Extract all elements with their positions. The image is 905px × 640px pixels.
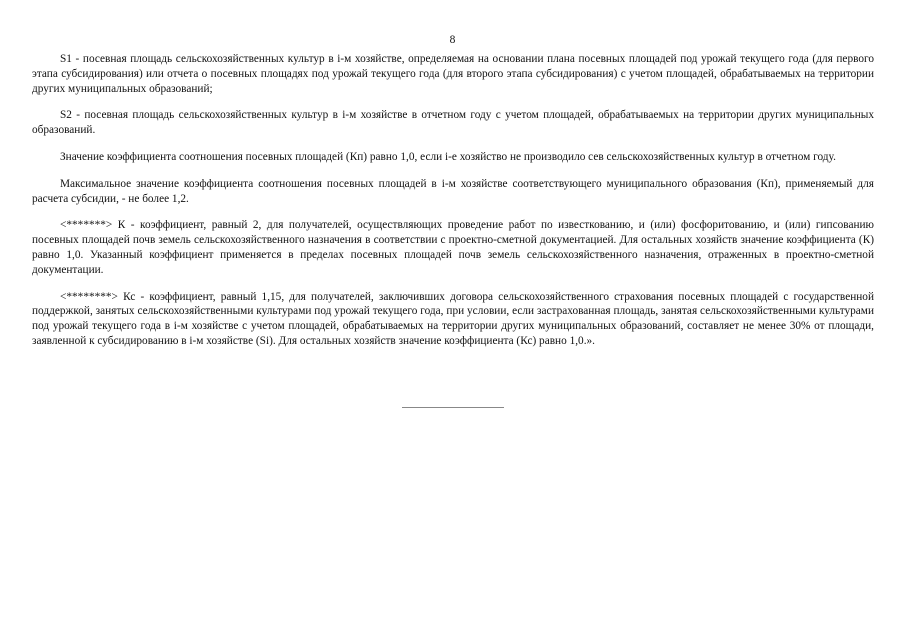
footnote-kc-coefficient: <********> Кс - коэффициент, равный 1,15, для получателей, заключивших договора сельскохозяйственного страхования посевных площадей с государственной поддержкой, занятых сельскохозяйственными культурами под урожай текущего года, при условии, если застрахованная площадь, занятая сельскохозяйственными культурами под урожай текущего года в i-м хозяйстве с учетом площадей, обрабатываемых на территории других муниципальных образований, составляет не менее 30% от площади, заявленной к субсидированию в i-м хозяйстве (Si). Для остальных хозяйств значение коэффициента (Кс) равно 1,0.». — [32, 290, 874, 347]
footnote-k-coefficient: <*******> К - коэффициент, равный 2, для получателей, осуществляющих проведение работ по известкованию, и (или) фосфоритованию, и (или) гипсованию посевных площадей почв земель сельскохозяйственного назначения в соответствии с проектно-сметной документацией. Для остальных хозяйств значение коэффициента (К) равно 1,0. Указанный коэффициент применяется в пределах посевных площадей почв земель сельскохозяйственного назначения, отраженных в проектно-сметной документации. — [32, 219, 874, 276]
paragraph-s2-definition: S2 - посевная площадь сельскохозяйственных культур в i-м хозяйстве в отчетном году с учетом площадей, обрабатываемых на территории других муниципальных образований. — [32, 109, 874, 137]
page-number: 8 — [449, 34, 456, 46]
end-divider-line — [402, 407, 504, 408]
paragraph-kp-maximum: Максимальное значение коэффициента соотношения посевных площадей в i-м хозяйстве соответствующего муниципального образования (Кп), применяемый для расчета субсидии, - не более 1,2. — [32, 177, 874, 205]
document-body — [32, 52, 874, 361]
paragraph-kp-value: Значение коэффициента соотношения посевных площадей (Кп) равно 1,0, если i-е хозяйство не производило сев сельскохозяйственных культур в отчетном году. — [60, 150, 836, 163]
paragraph-s1-definition: S1 - посевная площадь сельскохозяйственных культур в i-м хозяйстве, определяемая на основании плана посевных площадей под урожай текущего года (для первого этапа субсидирования) или отчета о посевных площадях под урожай текущего года (для второго этапа субсидирования) с учетом площадей, обрабатываемых на территории других муниципальных образований; — [32, 53, 874, 95]
